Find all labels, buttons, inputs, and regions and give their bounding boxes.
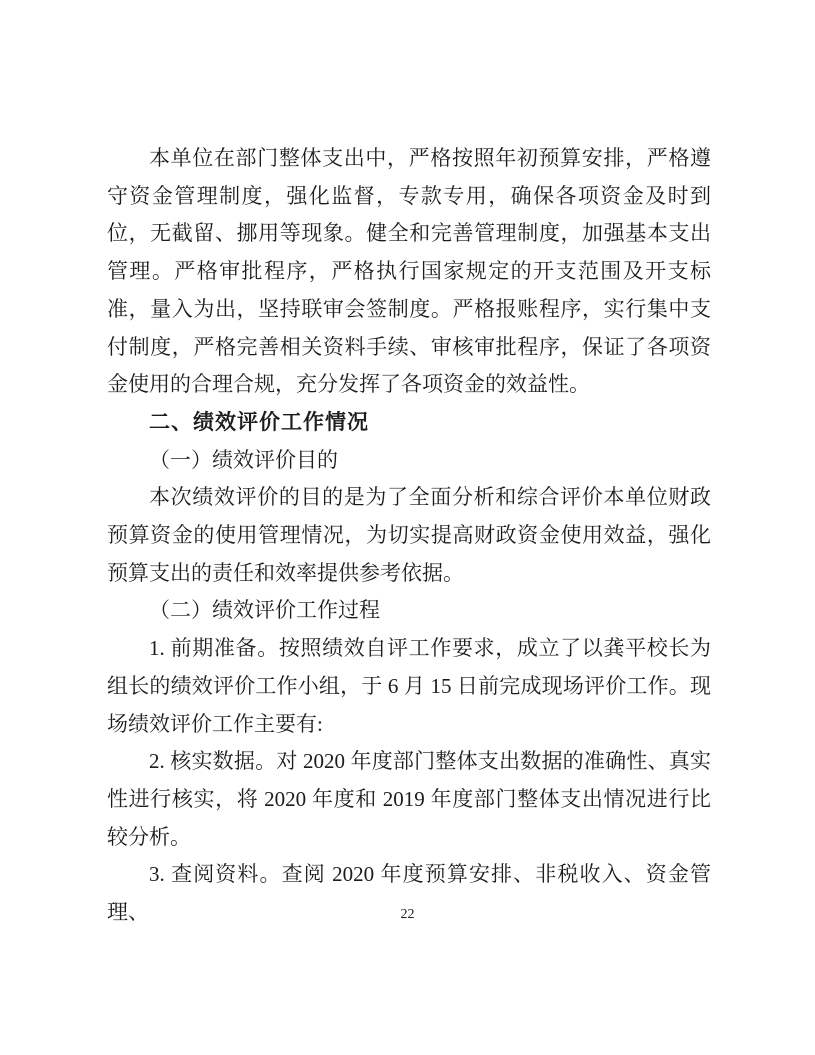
subsection-heading: （二）绩效评价工作过程 xyxy=(149,598,380,623)
subsection-heading: （一）绩效评价目的 xyxy=(149,447,338,472)
section-heading: 二、绩效评价工作情况 xyxy=(149,410,369,434)
paragraph: 3. 查阅资料。查阅 2020 年度预算安排、非税收入、资金管理、 xyxy=(107,862,711,925)
paragraph: 1. 前期准备。按照绩效自评工作要求，成立了以龚平校长为组长的绩效评价工作小组，于 6 月 15 日前完成现场评价工作。现场绩效评价工作主要有: xyxy=(107,636,711,736)
page-number: 22 xyxy=(400,907,415,922)
paragraph: 本单位在部门整体支出中，严格按照年初预算安排，严格遵守资金管理制度，强化监督，专款专用，确保各项资金及时到位，无截留、挪用等现象。健全和完善管理制度，加强基本支出管理。严格审批程序，严格执行国家规定的开支范围及开支标准，量入为出，坚持联审会签制度。严格报账程序，实行集中支付制度，严格完善相关资料手续、审核审批程序，保证了各项资金使用的合理合规，充分发挥了各项资金的效益性。 xyxy=(107,146,711,397)
document-body xyxy=(107,140,711,932)
paragraph: 2. 核实数据。对 2020 年度部门整体支出数据的准确性、真实性进行核实，将 2020 年度和 2019 年度部门整体支出情况进行比较分析。 xyxy=(107,749,711,849)
paragraph: 本次绩效评价的目的是为了全面分析和综合评价本单位财政预算资金的使用管理情况，为切实提高财政资金使用效益，强化预算支出的责任和效率提供参考依据。 xyxy=(107,485,711,585)
